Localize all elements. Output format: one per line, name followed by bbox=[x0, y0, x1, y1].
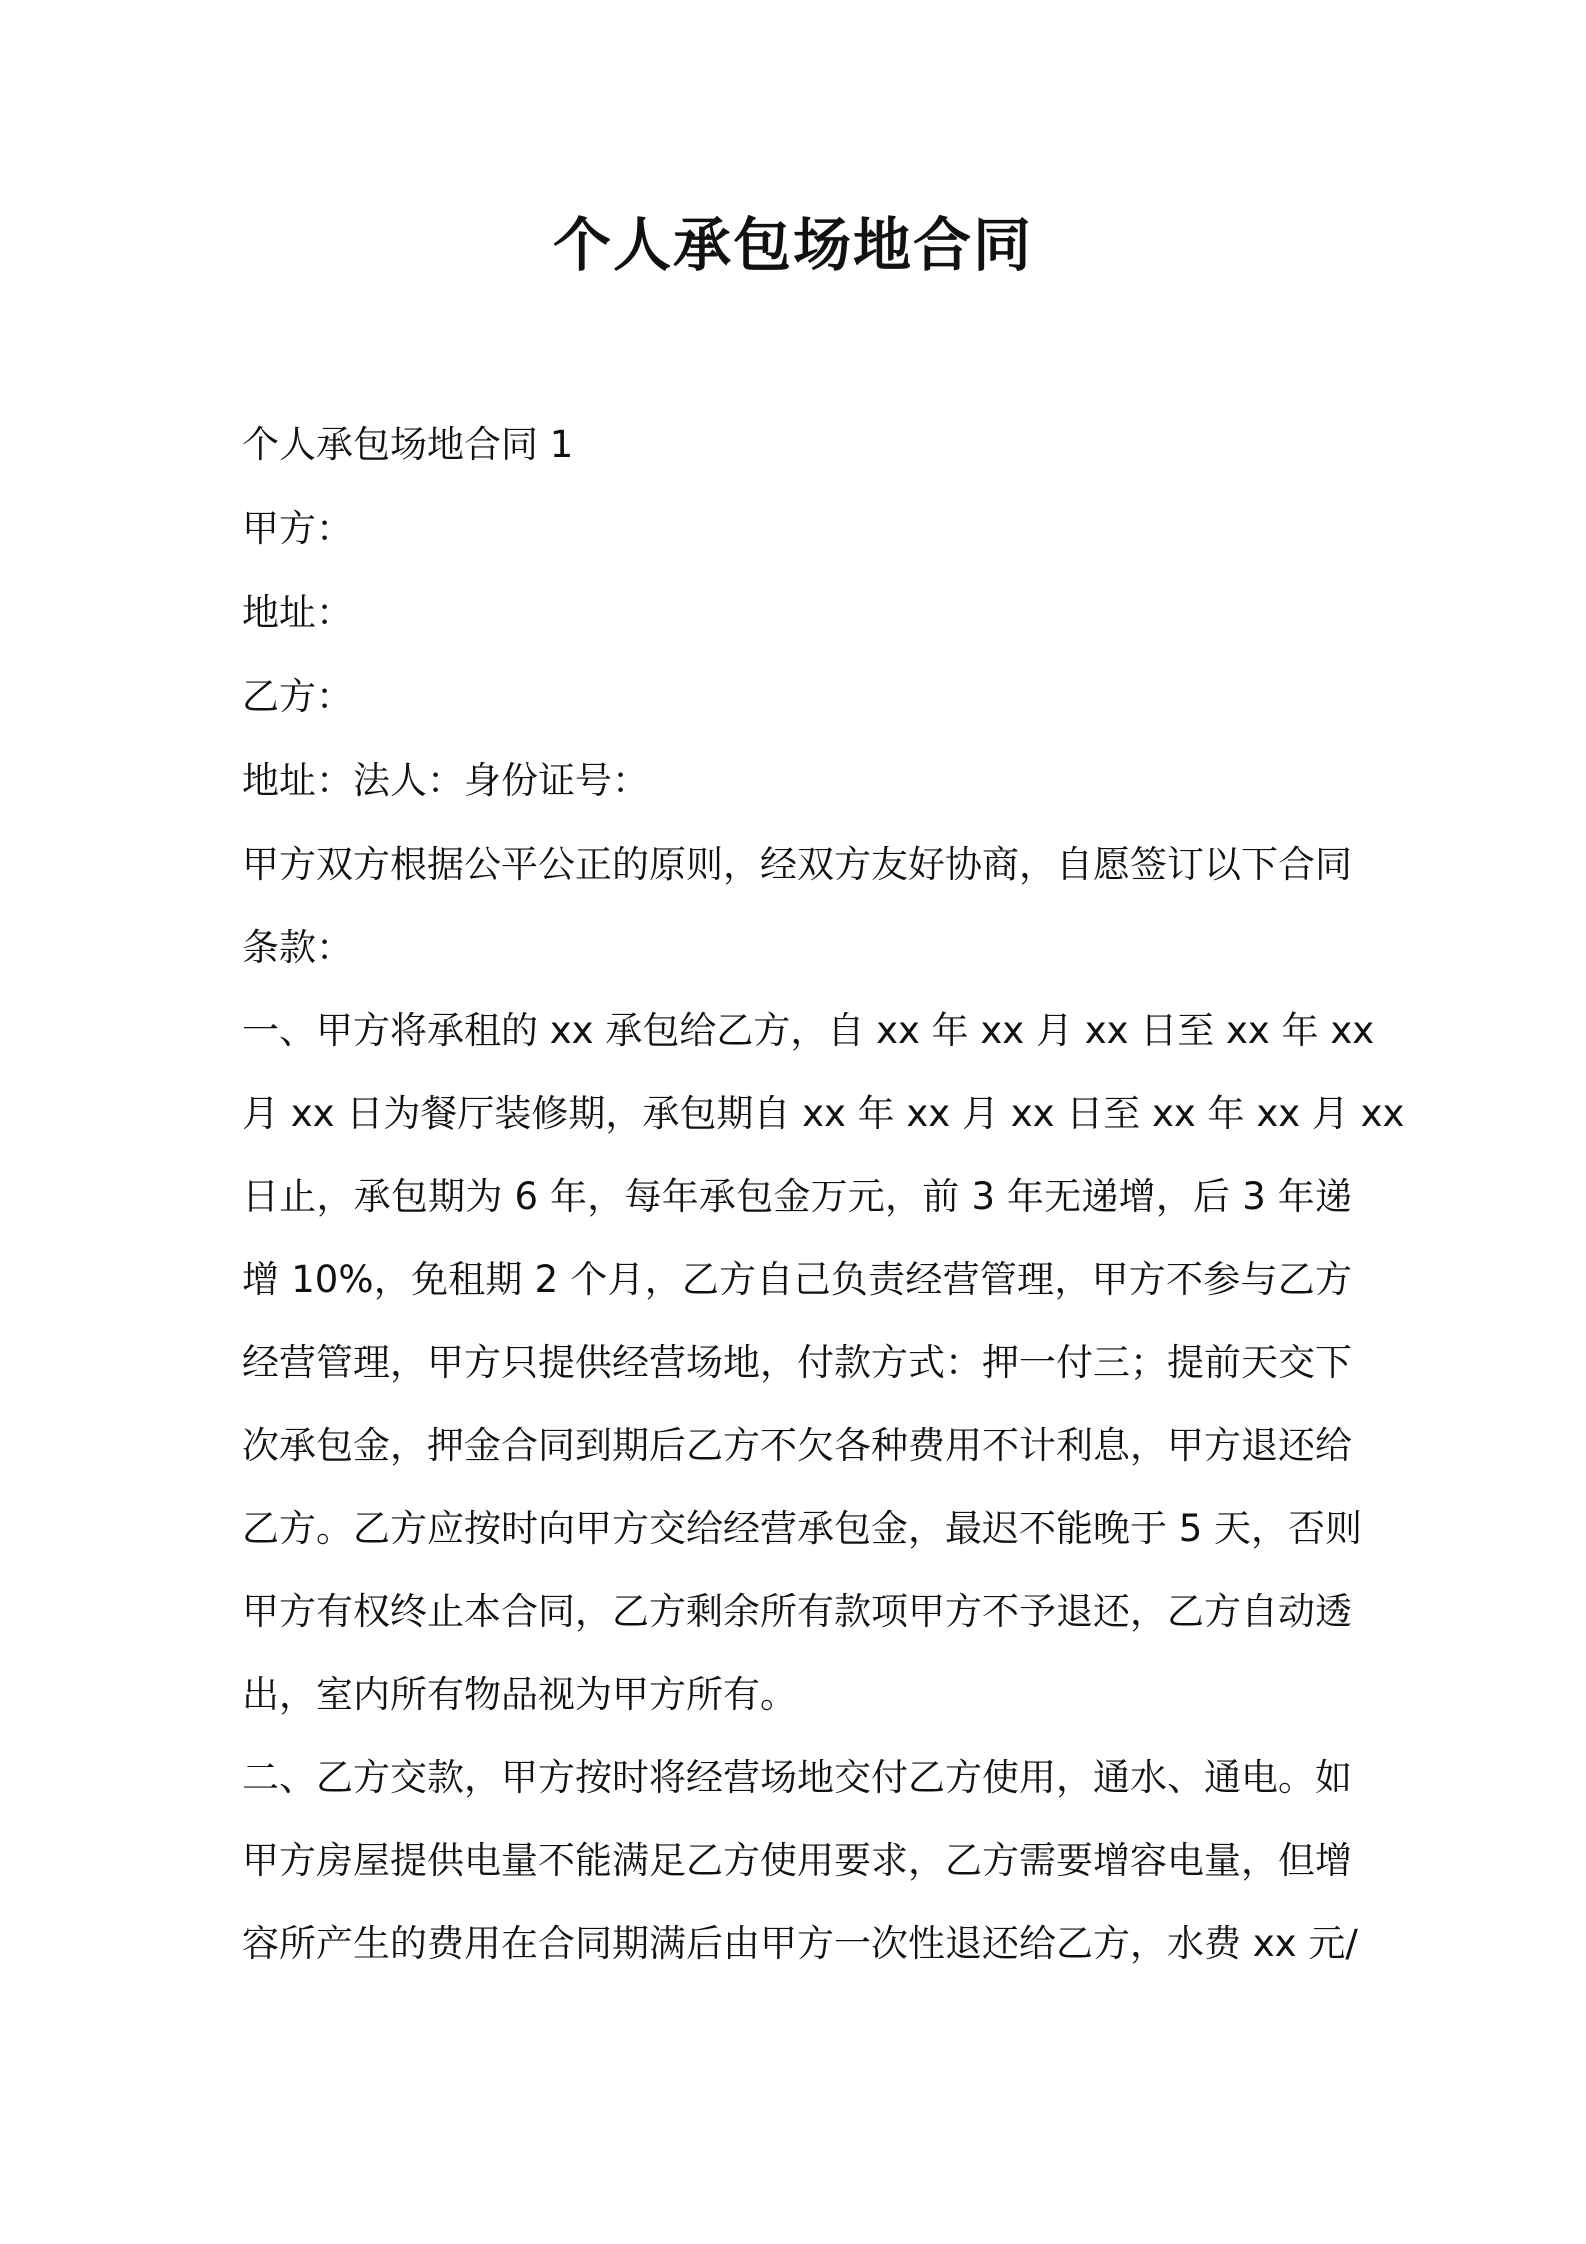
text-line: 一、甲方将承租的 xx 承包给乙方，自 xx 年 xx 月 xx 日至 xx 年 xx bbox=[242, 1009, 1375, 1052]
clause-2-paragraph bbox=[242, 1736, 1358, 1985]
text-line: 容所产生的费用在合同期满后由甲方一次性退还给乙方，水费 xx 元/ bbox=[242, 1922, 1358, 1965]
party-b-details-field: 地址：法人：身份证号： bbox=[242, 759, 649, 802]
text-line: 甲方双方根据公平公正的原则，经双方友好协商，自愿签订以下合同 bbox=[242, 843, 1352, 886]
party-a-field: 甲方： bbox=[242, 507, 353, 550]
party-b-field: 乙方： bbox=[242, 675, 353, 718]
text-line: 次承包金，押金合同到期后乙方不欠各种费用不计利息，甲方退还给 bbox=[242, 1424, 1352, 1467]
contract-subtitle: 个人承包场地合同 1 bbox=[242, 423, 574, 466]
text-line: 甲方有权终止本合同，乙方剩余所有款项甲方不予退还，乙方自动透 bbox=[242, 1590, 1352, 1633]
document-body bbox=[242, 403, 1405, 1985]
text-line: 日止，承包期为 6 年，每年承包金万元，前 3 年无递增，后 3 年递 bbox=[242, 1175, 1352, 1218]
text-line: 出，室内所有物品视为甲方所有。 bbox=[242, 1673, 797, 1716]
document-title: 个人承包场地合同 bbox=[552, 211, 1033, 279]
text-line: 乙方。乙方应按时向甲方交给经营承包金，最迟不能晚于 5 天，否则 bbox=[242, 1507, 1363, 1550]
text-line: 增 10%，免租期 2 个月，乙方自己负责经营管理，甲方不参与乙方 bbox=[242, 1258, 1352, 1301]
text-line: 条款： bbox=[242, 926, 353, 969]
party-a-address-field: 地址： bbox=[242, 591, 353, 634]
text-line: 二、乙方交款，甲方按时将经营场地交付乙方使用，通水、通电。如 bbox=[242, 1756, 1352, 1799]
text-line: 甲方房屋提供电量不能满足乙方使用要求，乙方需要增容电量，但增 bbox=[242, 1839, 1352, 1882]
preamble-paragraph bbox=[242, 823, 1352, 989]
text-line: 月 xx 日为餐厅装修期，承包期自 xx 年 xx 月 xx 日至 xx 年 xx 月 xx bbox=[242, 1092, 1405, 1135]
text-line: 经营管理，甲方只提供经营场地，付款方式：押一付三；提前天交下 bbox=[242, 1341, 1352, 1384]
clause-1-paragraph bbox=[242, 989, 1405, 1736]
